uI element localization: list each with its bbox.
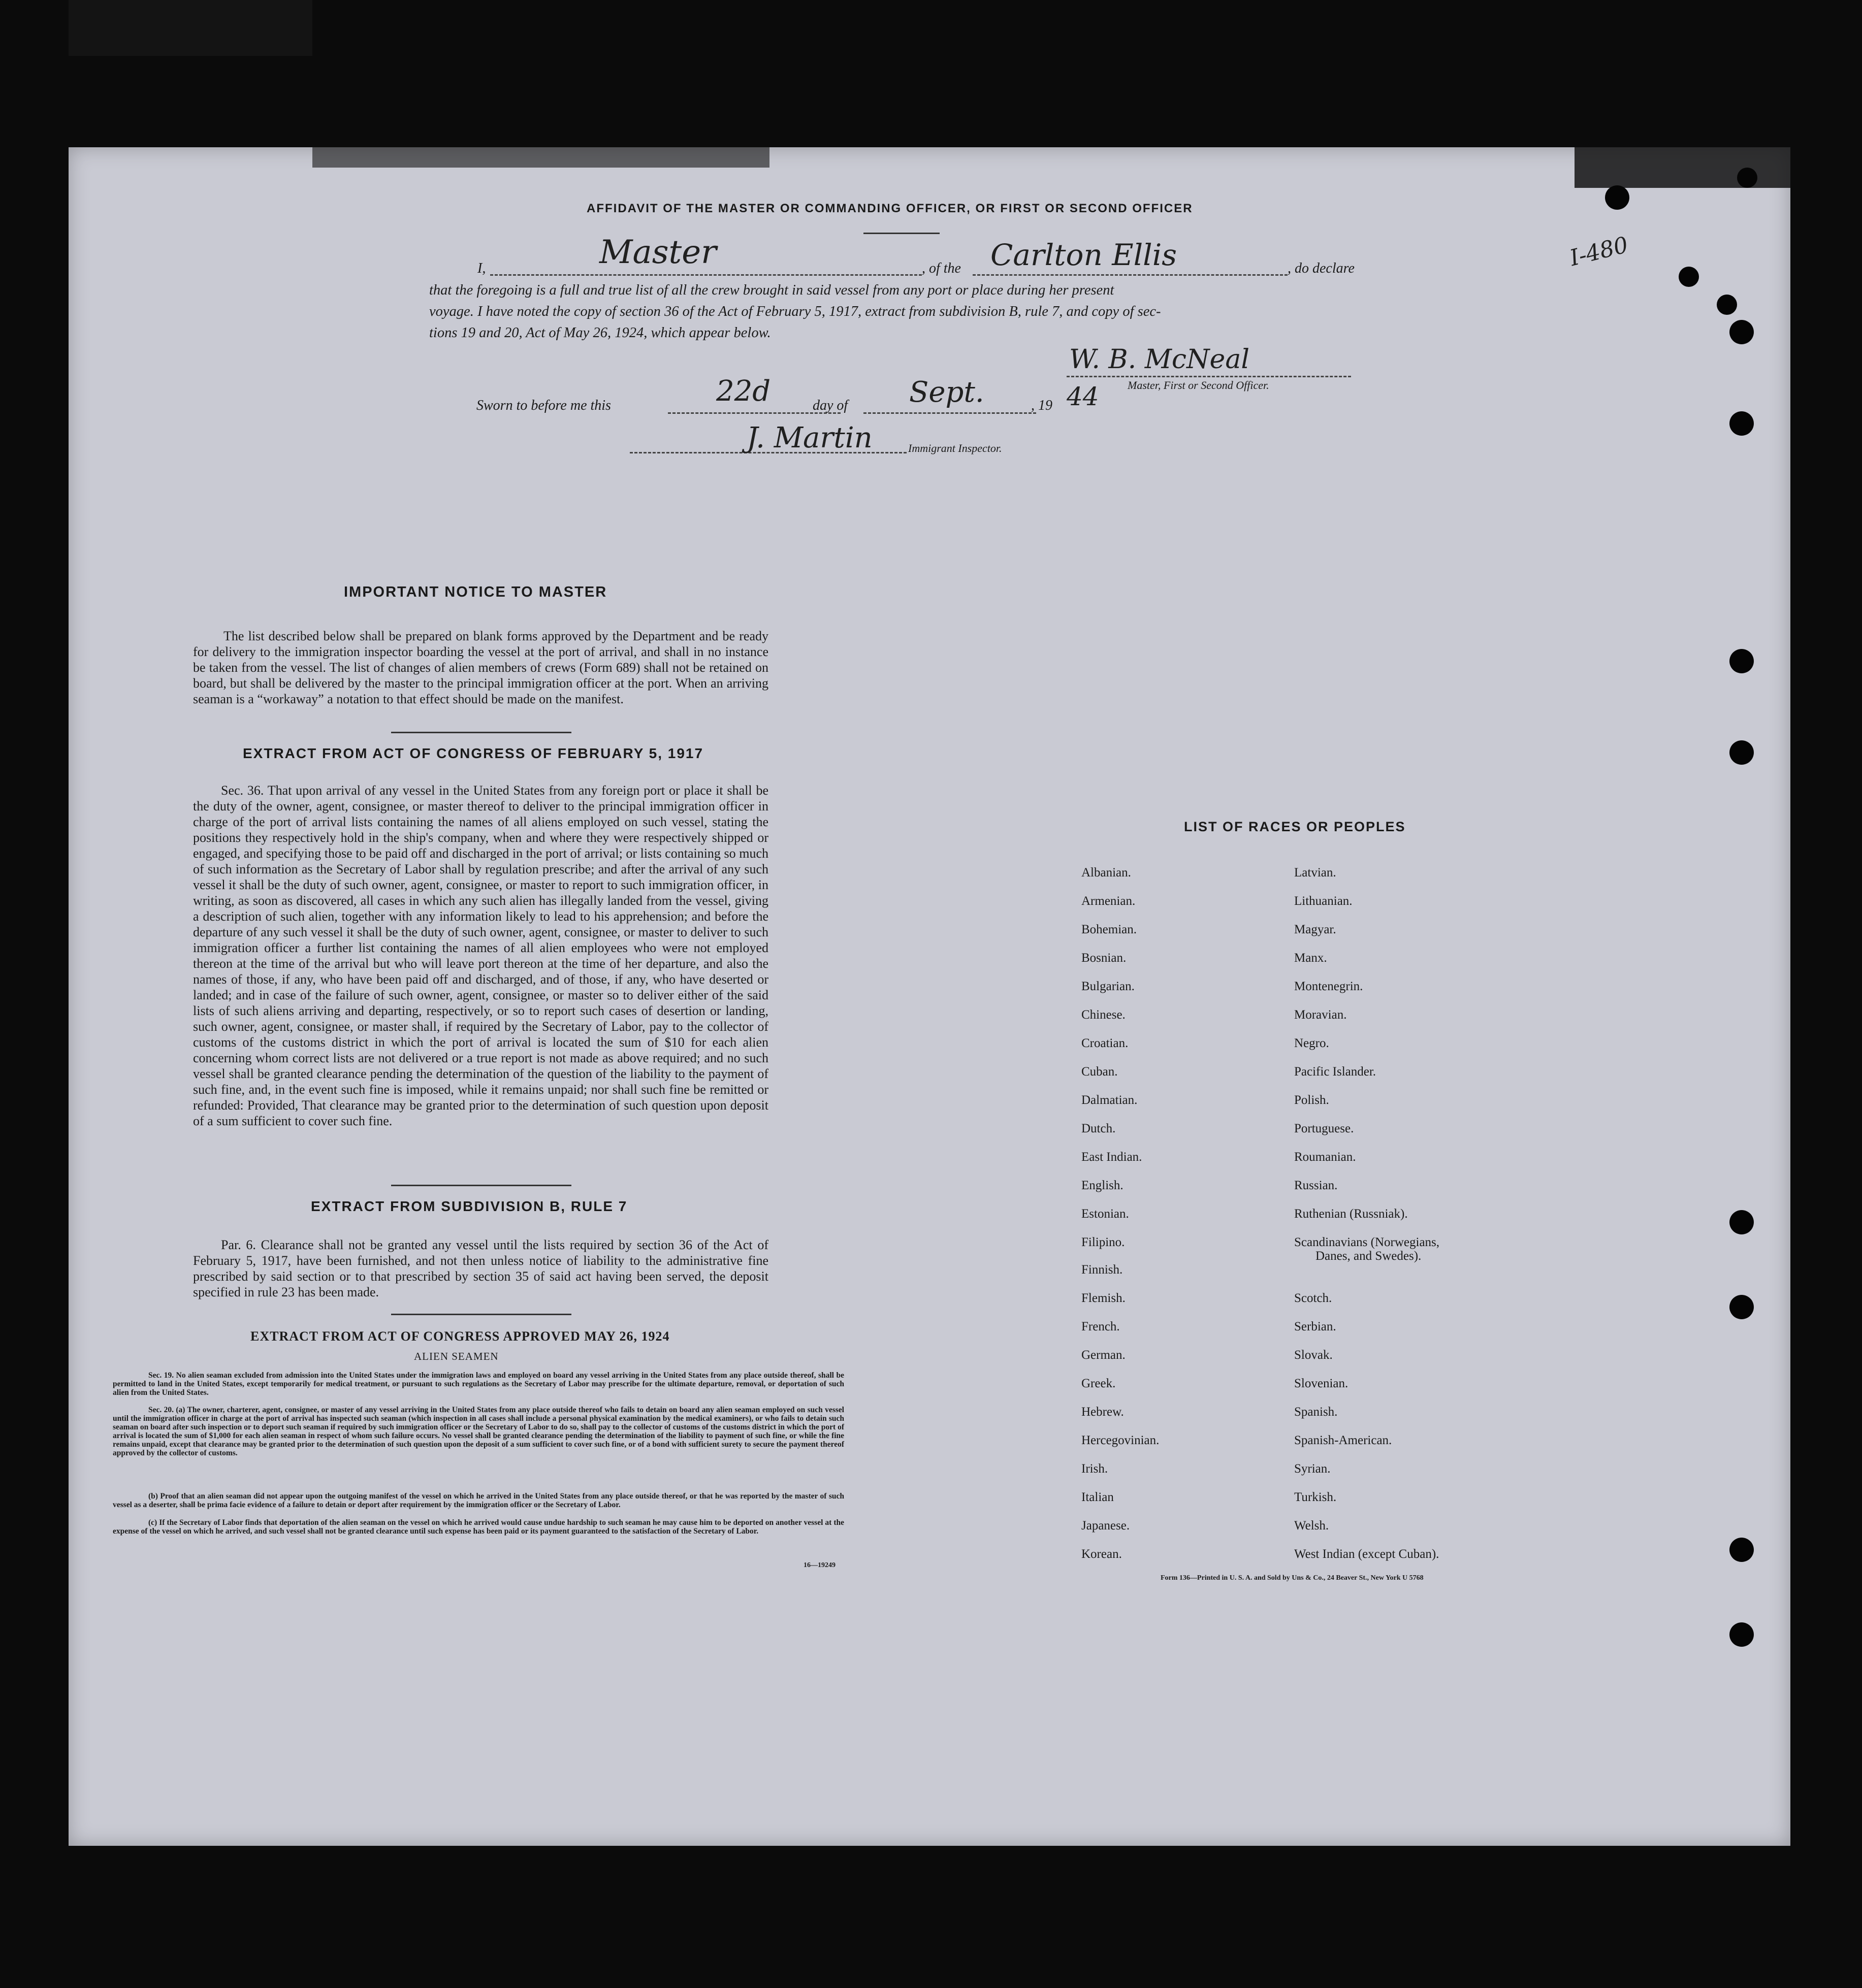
binder-hole	[1729, 320, 1754, 344]
binder-hole	[1729, 1295, 1754, 1319]
handwritten-year: 44	[1067, 382, 1099, 411]
extract-1917-text: Sec. 36. That upon arrival of any vessel in the United States from any foreign port or place it shall be the duty of the owner, agent, consignee, or master thereof to deliver to the principal immigration officer in charge of the port of arrival lists containing the names of all aliens employed on such vessel, stating the positions they respectively hold in the ship's company, when and where they were respectively shipped or engaged, and specifying those to be paid off and discharged in the port of arrival; or lists containing so much of such information as the Secretary of Labor shall by regulation prescribe; and after the arrival of any such vessel it shall be the duty of such owner, agent, consignee, or master to report to such immigration officer, in writing, as soon as discovered, all cases in which any such alien has illegally landed from the vessel, giving a description of such alien, together with any information likely to lead to his apprehension; and before the departure of any such vessel it shall be the duty of such owner, agent, consignee, or master to deliver to such immigration officer a further list containing the names of all alien employees who were not employed thereon at the time of the arrival but who will leave port thereon at the time of her departure, and also the names of those, if any, who have been paid off and discharged, and of those, if any, who have deserted or landed; and in case of the failure of such owner, agent, consignee, or master so to deliver either of the said lists of such aliens arriving and departing, respectively, or so to report such cases of desertion or landing, such owner, agent, consignee, or master shall, if required by the Secretary of Labor, pay to the collector of customs of the customs district in which the port of arrival is located the sum of $10 for each alien concerning whom correct lists are not delivered or a true report is not made as above required; and no such vessel shall be granted clearance pending the determination of the question of the liability to the payment of such fine, and, in the event such fine is imposed, while it remains unpaid; nor shall such fine be remitted or refunded: Provided, That clearance may be granted prior to the determination of such question upon deposit of a sum sufficient to cover such fine.	[193, 783, 768, 1128]
race-item: Roumanian.	[1294, 1150, 1356, 1164]
divider	[391, 732, 571, 733]
race-item: Hercegovinian.	[1081, 1433, 1160, 1447]
divider	[391, 1185, 571, 1186]
divider	[863, 233, 940, 234]
vessel-line	[973, 274, 1288, 276]
race-item: Slovak.	[1294, 1348, 1333, 1362]
handwritten-vessel: Carlton Ellis	[990, 238, 1177, 272]
affidavit-i: I,	[477, 260, 486, 276]
race-item: German.	[1081, 1348, 1126, 1362]
handwritten-inspector-signature: J. Martin	[747, 421, 873, 454]
sec20c-text: (c) If the Secretary of Labor finds that deportation of the alien seaman on the vessel on which he arrived would cause undue hardship to such seaman he may cause him to be deported on another vessel at the expense of the vessel on which he arrived, and such vessel shall not be granted clearance until such expense has been paid or its payment guaranteed to the satisfaction of the Secretary of Labor.	[113, 1518, 844, 1536]
binder-hole	[1729, 411, 1754, 436]
race-item: Bulgarian.	[1081, 980, 1135, 993]
binder-hole	[1729, 740, 1754, 765]
notice-text: The list described below shall be prepared on blank forms approved by the Department and be ready for delivery to the immigration inspector boarding the vessel at the port of arrival, and shall in no instance be taken from the vessel. The list of changes of alien members of crews (Form 689) shall not be retained on board, but shall be delivered by the master to the principal immigration officer at the port. When an arriving seaman is a “workaway” a notation to that effect should be made on the manifest.	[193, 629, 768, 706]
race-item: French.	[1081, 1320, 1120, 1333]
race-item: Dutch.	[1081, 1122, 1116, 1135]
race-item: Bohemian.	[1081, 923, 1137, 936]
race-item: Finnish.	[1081, 1263, 1123, 1277]
handwritten-day: 22d	[716, 375, 771, 408]
race-item: East Indian.	[1081, 1150, 1142, 1164]
rank-line	[490, 274, 922, 276]
race-item: Filipino.	[1081, 1235, 1125, 1249]
race-item: Chinese.	[1081, 1008, 1126, 1022]
affidavit-body: voyage. I have noted the copy of section 36 of the Act of February 5, 1917, extract from subdivision B, rule 7, and copy of sec-	[429, 304, 1161, 319]
race-item: Spanish.	[1294, 1405, 1338, 1419]
race-item: English.	[1081, 1179, 1123, 1192]
binder-hole	[1679, 267, 1699, 287]
race-item: Armenian.	[1081, 894, 1136, 908]
binder-hole	[1729, 1210, 1754, 1234]
race-item: Latvian.	[1294, 866, 1336, 879]
race-item: West Indian (except Cuban).	[1294, 1547, 1439, 1561]
affidavit-title: AFFIDAVIT OF THE MASTER OR COMMANDING OFFICER, OR FIRST OR SECOND OFFICER	[587, 202, 1193, 215]
race-item: Flemish.	[1081, 1291, 1126, 1305]
binder-hole	[1729, 1538, 1754, 1562]
race-item: Polish.	[1294, 1093, 1329, 1107]
race-item: Slovenian.	[1294, 1377, 1349, 1390]
binder-hole	[1729, 649, 1754, 673]
notice-heading: IMPORTANT NOTICE TO MASTER	[344, 584, 607, 600]
race-item: Scandinavians (Norwegians,	[1294, 1235, 1440, 1249]
binder-hole	[1717, 295, 1737, 315]
month-line	[863, 412, 1036, 414]
affidavit-of-the: , of the	[922, 260, 961, 276]
sec20a-text: Sec. 20. (a) The owner, charterer, agent, consignee, or master of any vessel arriving in the United States from any place outside thereof who fails to detain on board any alien seaman employed on such vessel until the immigration officer in charge at the port of arrival has inspected such seaman (which inspection in all cases shall include a personal physical examination by the medical examiners), or who fails to detain such seaman on board after such inspection or to deport such seaman if required by such immigration officer or the Secretary of Labor to do so, shall pay to the collector of customs of the customs district in which the port of arrival is located the sum of $1,000 for each alien seaman in respect of whom such failure occurs. No vessel shall be granted clearance pending the determination of the liability to payment of such fine, or while the fine remains unpaid, except that clearance may be granted prior to the determination of such question upon the deposit of a sum sufficient to cover such fine, or of a bond with sufficient surety to secure the payment thereof approved by the collector of customs.	[113, 1406, 844, 1457]
torn-edge	[312, 147, 769, 168]
race-item: Scotch.	[1294, 1291, 1332, 1305]
race-item: Korean.	[1081, 1547, 1122, 1561]
margin-note: I-480	[1567, 232, 1631, 272]
form-print-note: Form 136—Printed in U. S. A. and Sold by Uns & Co., 24 Beaver St., New York U 5768	[1161, 1574, 1424, 1582]
affidavit-body: tions 19 and 20, Act of May 26, 1924, which appear below.	[429, 325, 771, 341]
year-prefix: , 19	[1031, 398, 1052, 413]
master-caption: Master, First or Second Officer.	[1128, 379, 1269, 392]
race-item: Manx.	[1294, 951, 1327, 965]
race-item: Dalmatian.	[1081, 1093, 1138, 1107]
race-item: Montenegrin.	[1294, 980, 1363, 993]
race-item: Hebrew.	[1081, 1405, 1124, 1419]
race-item: Welsh.	[1294, 1519, 1329, 1533]
extract-1917-heading: EXTRACT FROM ACT OF CONGRESS OF FEBRUARY 5, 1917	[243, 745, 704, 761]
race-item: Russian.	[1294, 1179, 1338, 1192]
day-of-label: day of	[813, 398, 848, 413]
form-code: 16—19249	[804, 1561, 836, 1569]
races-heading: LIST OF RACES OR PEOPLES	[1184, 819, 1406, 834]
rule7-heading: EXTRACT FROM SUBDIVISION B, RULE 7	[311, 1198, 628, 1214]
race-item: Estonian.	[1081, 1207, 1129, 1221]
race-item: Magyar.	[1294, 923, 1336, 936]
race-item: Greek.	[1081, 1377, 1116, 1390]
race-item: Danes, and Swedes).	[1315, 1249, 1422, 1263]
race-item: Ruthenian (Russniak).	[1294, 1207, 1408, 1221]
handwritten-month: Sept.	[909, 376, 984, 409]
race-item: Croatian.	[1081, 1036, 1129, 1050]
sec20b-text: (b) Proof that an alien seaman did not appear upon the outgoing manifest of the vessel on which he arrived in the United States from any place outside thereof, or that he was reported by the master of such vessel as a deserter, shall be prima facie evidence of a failure to detain or deport after requirement by the immigration officer or the Secretary of Labor.	[113, 1492, 844, 1509]
sworn-label: Sworn to before me this	[476, 398, 611, 413]
race-item: Syrian.	[1294, 1462, 1331, 1476]
affidavit-do-declare: , do declare	[1288, 260, 1355, 276]
signature-line	[1067, 376, 1351, 377]
binder-hole	[1737, 168, 1757, 188]
extract-1924-subheading: ALIEN SEAMEN	[414, 1350, 499, 1362]
divider	[391, 1314, 571, 1315]
race-item: Bosnian.	[1081, 951, 1127, 965]
race-item: Irish.	[1081, 1462, 1108, 1476]
race-item: Lithuanian.	[1294, 894, 1353, 908]
binder-hole	[1605, 185, 1629, 210]
handwritten-rank: Master	[599, 234, 717, 271]
handwritten-master-signature: W. B. McNeal	[1069, 344, 1249, 375]
race-item: Cuban.	[1081, 1065, 1118, 1079]
torn-edge	[1575, 147, 1790, 188]
race-item: Turkish.	[1294, 1490, 1337, 1504]
race-item: Portuguese.	[1294, 1122, 1354, 1135]
race-item: Moravian.	[1294, 1008, 1347, 1022]
extract-1924-heading: EXTRACT FROM ACT OF CONGRESS APPROVED MAY 26, 1924	[250, 1329, 670, 1344]
race-item: Albanian.	[1081, 866, 1131, 879]
inspector-caption: Immigrant Inspector.	[908, 442, 1002, 454]
race-item: Negro.	[1294, 1036, 1329, 1050]
race-item: Spanish-American.	[1294, 1433, 1392, 1447]
affidavit-body: that the foregoing is a full and true list of all the crew brought in said vessel from any port or place during her present	[429, 282, 1114, 298]
race-item: Serbian.	[1294, 1320, 1336, 1333]
torn-edge	[69, 0, 312, 56]
race-item: Italian	[1081, 1490, 1114, 1504]
binder-hole	[1729, 1622, 1754, 1647]
sec19-text: Sec. 19. No alien seaman excluded from admission into the United States under the immigration laws and employed on board any vessel arriving in the United States from any place outside thereof, shall be permitted to land in the United States, except temporarily for medical treatment, or pursuant to such regulations as the Secretary of Labor may prescribe for the ultimate departure, removal, or deportation of such alien from the United States.	[113, 1371, 844, 1397]
race-item: Japanese.	[1081, 1519, 1130, 1533]
rule7-text: Par. 6. Clearance shall not be granted any vessel until the lists required by section 36 of the Act of February 5, 1917, have been furnished, and not then unless notice of liability to the administrative fine prescribed by said section or to that prescribed by section 35 of said act having been served, the deposit specified in rule 23 has been made.	[193, 1237, 768, 1299]
race-item: Pacific Islander.	[1294, 1065, 1376, 1079]
